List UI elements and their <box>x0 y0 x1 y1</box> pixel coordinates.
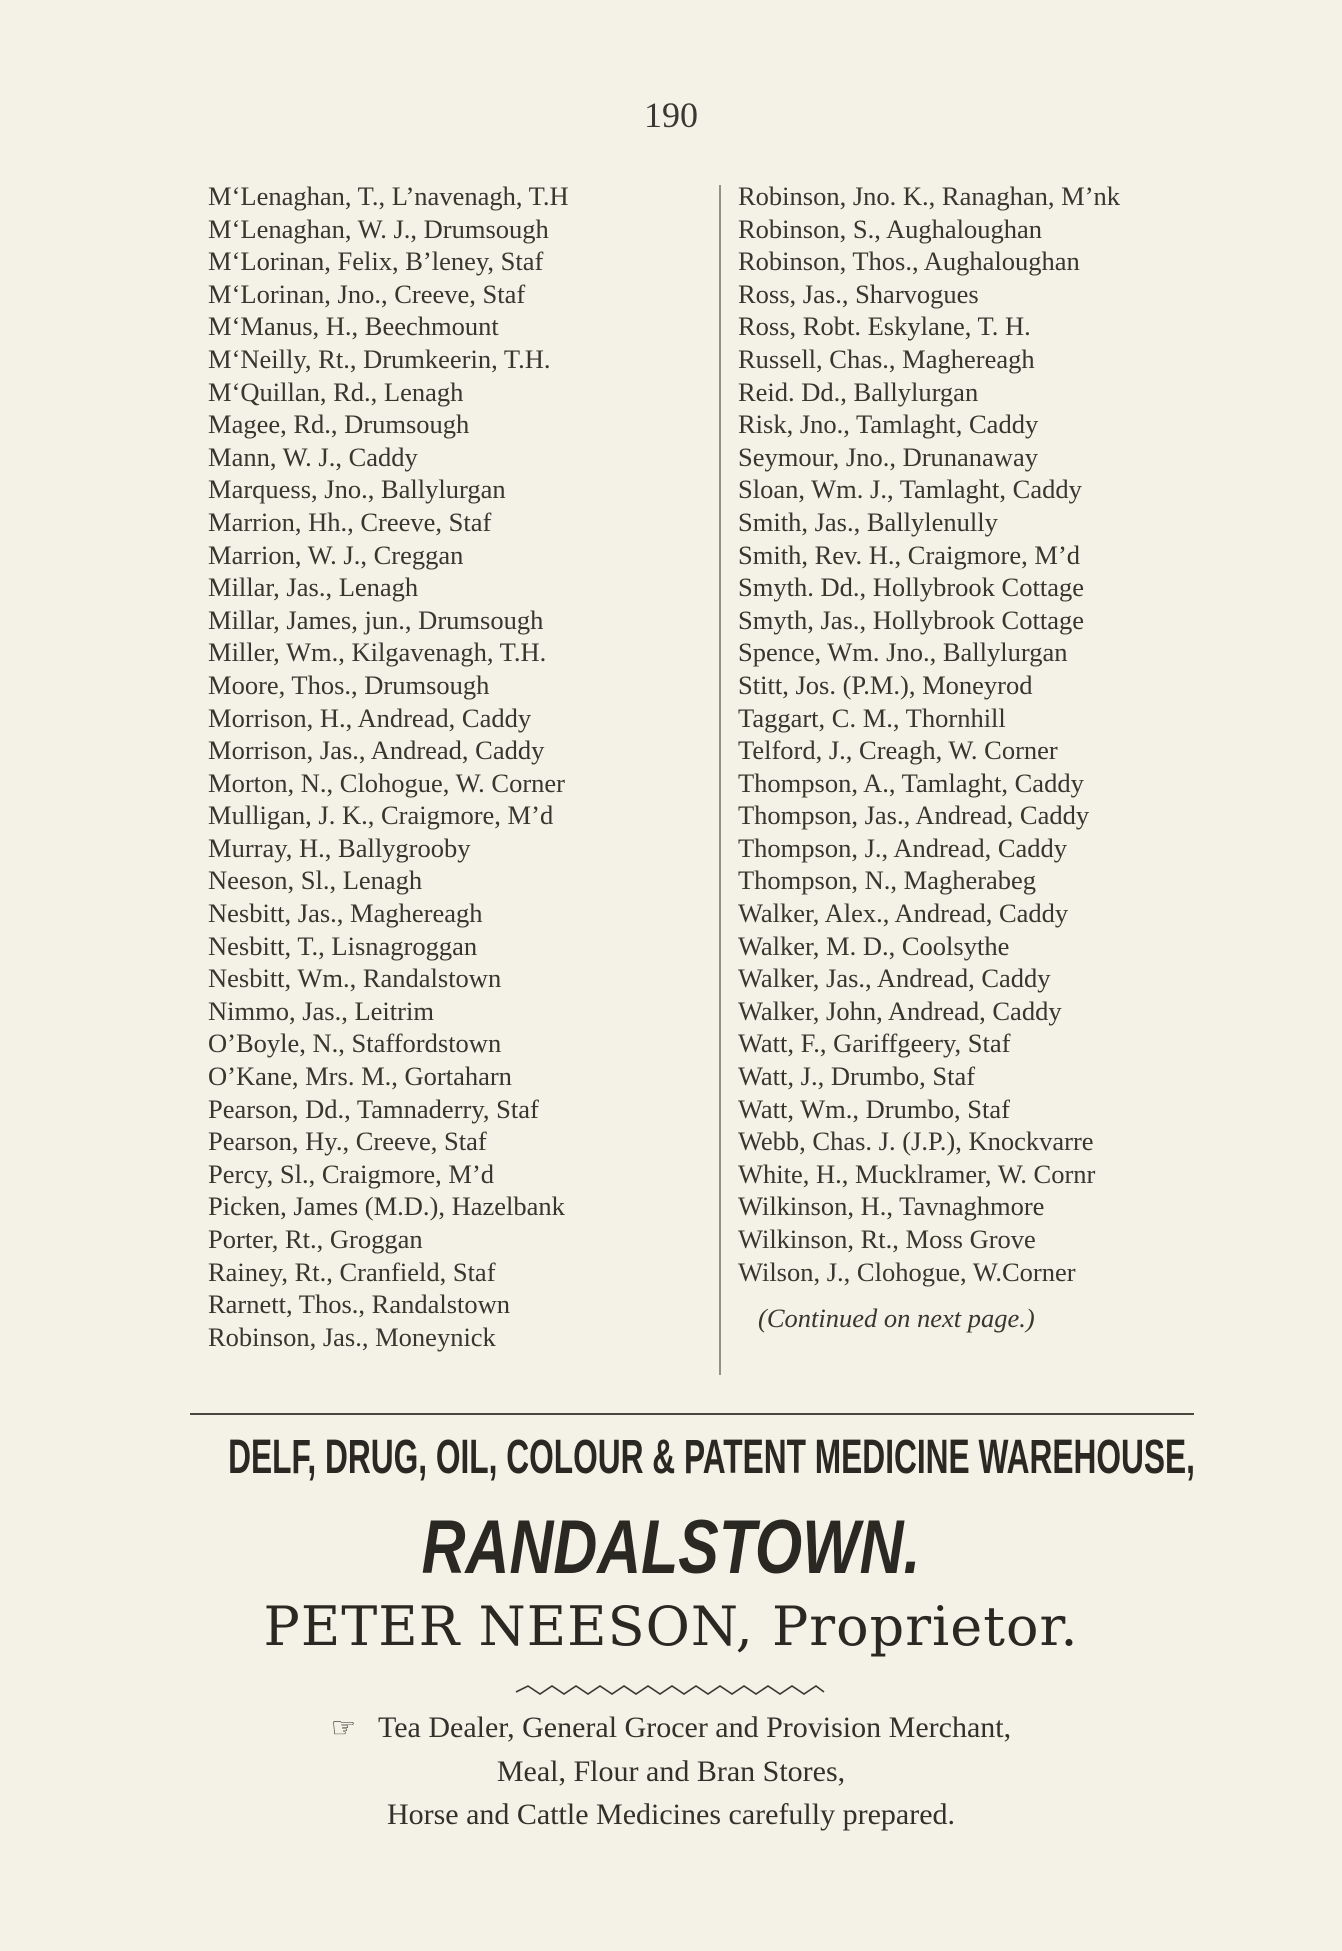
directory-entry: Reid. Dd., Ballylurgan <box>738 376 979 407</box>
directory-entry: Watt, Wm., Drumbo, Staf <box>738 1093 1010 1124</box>
directory-entry: M‘Quillan, Rd., Lenagh <box>208 376 464 407</box>
directory-entry: Sloan, Wm. J., Tamlaght, Caddy <box>738 474 1082 505</box>
directory-entry: Watt, J., Drumbo, Staf <box>738 1061 976 1092</box>
directory-entry: Pearson, Dd., Tamnaderry, Staf <box>208 1093 539 1124</box>
directory-entry: Thompson, Jas., Andread, Caddy <box>738 800 1090 831</box>
directory-entry: Murray, H., Ballygrooby <box>208 832 471 863</box>
directory-entry: Marrion, W. J., Creggan <box>208 539 464 570</box>
directory-entry: White, H., Mucklramer, W. Cornr <box>738 1158 1096 1189</box>
directory-entry: Robinson, Jno. K., Ranaghan, M’nk <box>738 181 1121 211</box>
advertisement-proprietor: PETER NEESON, Proprietor. <box>263 1595 1079 1658</box>
directory-entry: Thompson, J., Andread, Caddy <box>738 832 1068 863</box>
directory-entry: Morton, N., Clohogue, W. Corner <box>208 767 565 798</box>
page-number: 190 <box>644 95 698 135</box>
directory-entry: Percy, Sl., Craigmore, M’d <box>208 1158 495 1189</box>
directory-entry: Millar, James, jun., Drumsough <box>208 604 544 635</box>
directory-entry: Nesbitt, T., Lisnagroggan <box>208 930 478 961</box>
directory-entry: Marquess, Jno., Ballylurgan <box>208 474 506 505</box>
directory-entry: Stitt, Jos. (P.M.), Moneyrod <box>738 669 1033 700</box>
directory-entry: Porter, Rt., Groggan <box>208 1224 423 1254</box>
section-divider <box>190 1413 1194 1415</box>
directory-entry: Pearson, Hy., Creeve, Staf <box>208 1126 487 1157</box>
directory-entry: Walker, John, Andread, Caddy <box>738 995 1062 1026</box>
directory-entry: Telford, J., Creagh, W. Corner <box>738 735 1058 766</box>
directory-entry: Rainey, Rt., Cranfield, Staf <box>208 1256 496 1287</box>
directory-entry: Picken, James (M.D.), Hazelbank <box>208 1191 565 1222</box>
advertisement-line: Horse and Cattle Medicines carefully prepared. <box>386 1798 956 1831</box>
directory-entry: Webb, Chas. J. (J.P.), Knockvarre <box>738 1126 1094 1157</box>
directory-entry: Mulligan, J. K., Craigmore, M’d <box>208 800 554 831</box>
directory-entry: Moore, Thos., Drumsough <box>208 669 490 700</box>
directory-entry: Watt, F., Gariffgeery, Staf <box>738 1028 1011 1059</box>
advertisement-line: Meal, Flour and Bran Stores, <box>496 1755 846 1788</box>
advertisement-town: RANDALSTOWN. <box>421 1505 921 1590</box>
directory-entry: Robinson, Jas., Moneynick <box>208 1321 496 1352</box>
directory-entry: Rarnett, Thos., Randalstown <box>208 1289 511 1320</box>
directory-entry: Walker, Alex., Andread, Caddy <box>738 898 1069 929</box>
directory-entry: Thompson, A., Tamlaght, Caddy <box>738 767 1084 798</box>
directory-entry: Wilson, J., Clohogue, W.Corner <box>738 1256 1076 1287</box>
directory-entry: Nimmo, Jas., Leitrim <box>208 995 434 1026</box>
directory-entry: M‘Neilly, Rt., Drumkeerin, T.H. <box>208 343 551 374</box>
directory-entry: Smyth. Dd., Hollybrook Cottage <box>738 572 1084 603</box>
directory-entry: M‘Lorinan, Felix, B’leney, Staf <box>208 246 544 277</box>
directory-entry: O’Kane, Mrs. M., Gortaharn <box>208 1061 512 1092</box>
directory-entry: Marrion, Hh., Creeve, Staf <box>208 506 492 537</box>
directory-entry: M‘Lorinan, Jno., Creeve, Staf <box>208 278 526 309</box>
directory-entry: M‘Lenaghan, T., L’navenagh, T.H <box>208 181 569 211</box>
directory-entry: Mann, W. J., Caddy <box>208 441 418 472</box>
directory-entry: O’Boyle, N., Staffordstown <box>208 1028 502 1059</box>
directory-entry: Robinson, Thos., Aughaloughan <box>738 246 1080 277</box>
directory-entry: Neeson, Sl., Lenagh <box>208 865 423 896</box>
column-divider <box>719 185 721 1375</box>
directory-right-column <box>738 180 1338 1335</box>
directory-entry: Russell, Chas., Maghereagh <box>738 343 1035 374</box>
pointing-hand-icon: ☞ <box>330 1713 356 1744</box>
directory-entry: M‘Manus, H., Beechmount <box>208 311 499 342</box>
directory-entry: Taggart, C. M., Thornhill <box>738 702 1006 733</box>
directory-entry: Wilkinson, H., Tavnaghmore <box>738 1191 1045 1222</box>
advertisement-details <box>0 1706 1342 1836</box>
directory-entry: Ross, Jas., Sharvogues <box>738 278 979 309</box>
directory-entry: Spence, Wm. Jno., Ballylurgan <box>738 637 1068 668</box>
directory-entry: Morrison, Jas., Andread, Caddy <box>208 735 545 766</box>
advertisement-line: ☞ Tea Dealer, General Grocer and Provision Merchant, <box>0 1706 1342 1750</box>
directory-entry: Risk, Jno., Tamlaght, Caddy <box>738 409 1039 440</box>
directory-entry: Nesbitt, Wm., Randalstown <box>208 963 502 994</box>
wavy-ornament-icon <box>514 1680 826 1700</box>
directory-entry: Smith, Jas., Ballylenully <box>738 506 998 537</box>
directory-left-column <box>208 180 708 1353</box>
advertisement-headline: DELF, DRUG, OIL, COLOUR & PATENT MEDICINE WAREHOUSE, <box>228 1431 1195 1484</box>
directory-entry: Smith, Rev. H., Craigmore, M’d <box>738 539 1081 570</box>
directory-entry: Magee, Rd., Drumsough <box>208 409 470 440</box>
directory-entry: Morrison, H., Andread, Caddy <box>208 702 532 733</box>
directory-entry: Robinson, S., Aughaloughan <box>738 213 1043 244</box>
directory-entry: Thompson, N., Magherabeg <box>738 865 1037 896</box>
continued-note: (Continued on next page.) <box>758 1303 1035 1334</box>
directory-entry: Seymour, Jno., Drunanaway <box>738 441 1038 472</box>
directory-entry: Miller, Wm., Kilgavenagh, T.H. <box>208 637 547 668</box>
directory-entry: Ross, Robt. Eskylane, T. H. <box>738 311 1031 342</box>
directory-entry: Nesbitt, Jas., Maghereagh <box>208 898 483 929</box>
directory-entry: Millar, Jas., Lenagh <box>208 572 419 603</box>
directory-entry: Smyth, Jas., Hollybrook Cottage <box>738 604 1084 635</box>
directory-entry: Walker, Jas., Andread, Caddy <box>738 963 1051 994</box>
directory-entry: Walker, M. D., Coolsythe <box>738 930 1010 961</box>
directory-entry: M‘Lenaghan, W. J., Drumsough <box>208 213 549 244</box>
directory-entry: Wilkinson, Rt., Moss Grove <box>738 1224 1036 1254</box>
